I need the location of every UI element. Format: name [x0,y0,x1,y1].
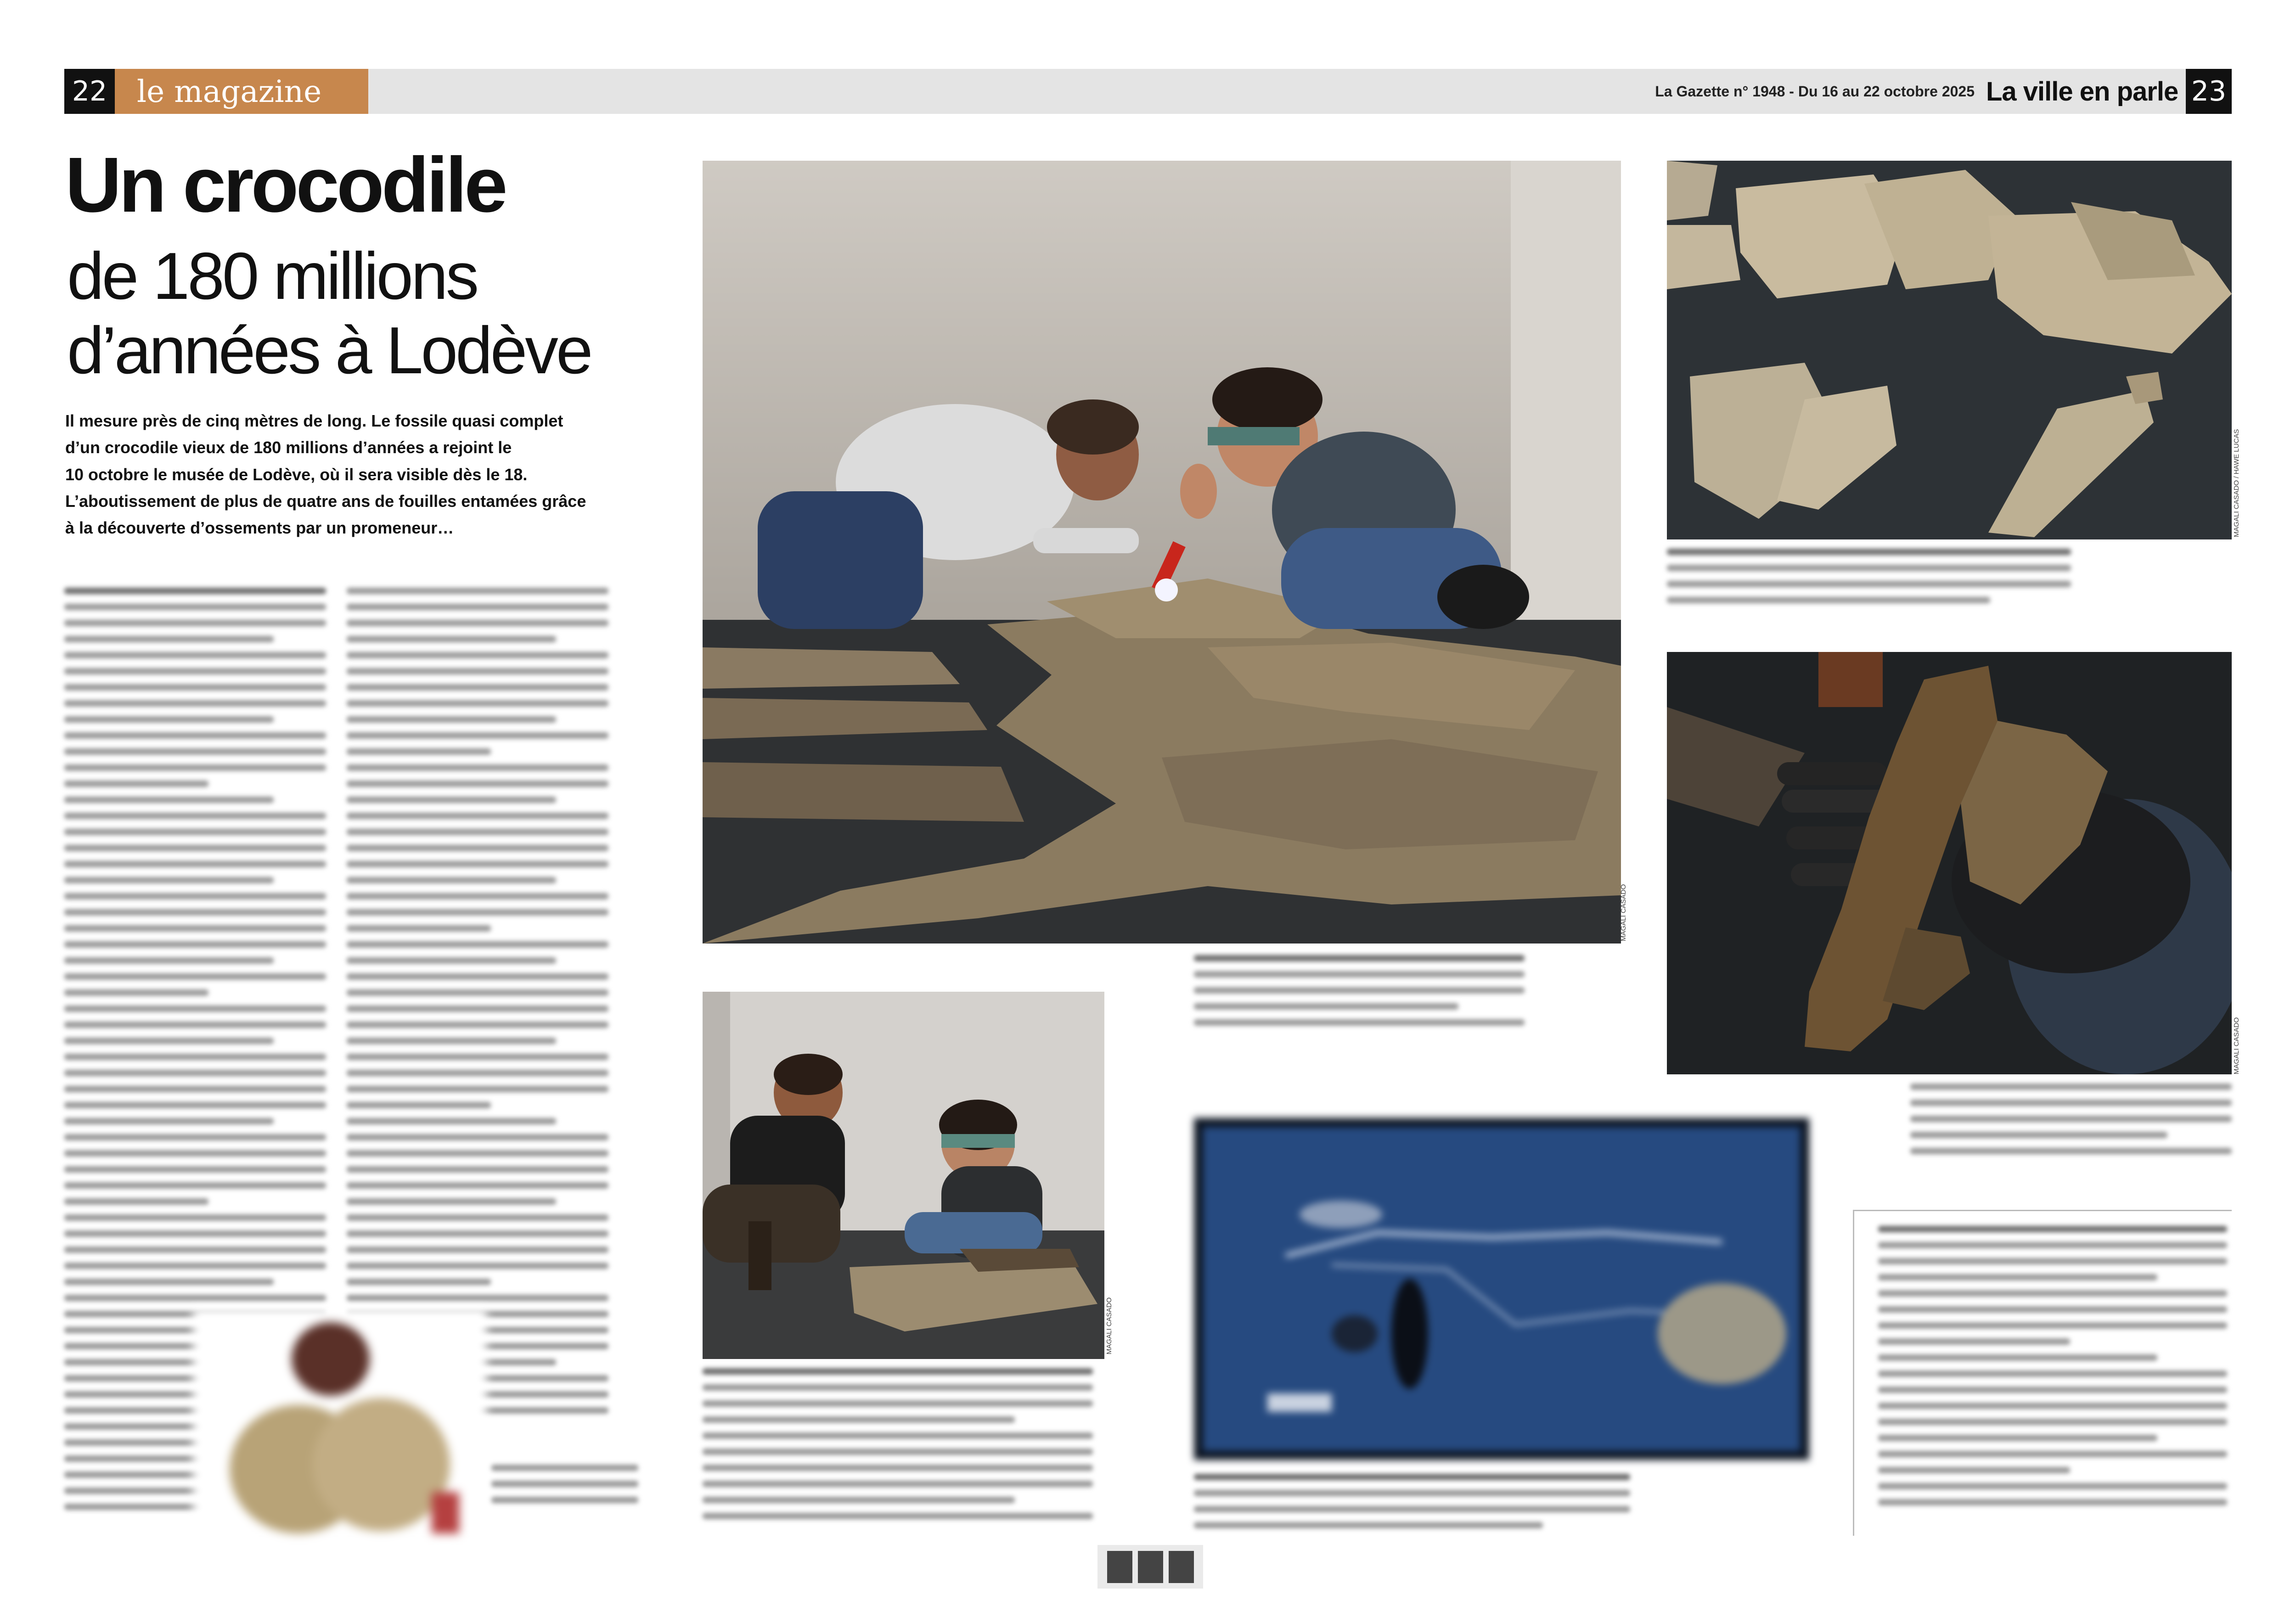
blurred-text-line [64,1166,326,1173]
blurred-text-line [347,829,608,835]
blurred-text-line [1194,955,1525,961]
blurred-text-line [64,1295,326,1301]
blurred-text-line [1910,1132,2167,1138]
blurred-text-line [64,973,326,980]
small-photo-credit: MAGALI CASADO [1105,1297,1113,1354]
blurred-text-line [1194,987,1525,994]
blurred-text-line [64,732,326,739]
blurred-text-line [347,764,608,771]
photo-fossil-plates [1667,161,2232,539]
mid-right-photo-caption [1910,1084,2232,1166]
blurred-text-line [64,1038,274,1044]
blurred-text-line [64,845,326,851]
blurred-text-line [347,700,608,707]
article-lead-line: à la découverte d’ossements par un promeneur… [65,518,454,538]
rubrique-title: La ville en parle [1986,76,2178,107]
issue-line: La Gazette n° 1948 - Du 16 au 22 octobre 2025 [1655,83,1975,100]
blurred-text-line [64,829,326,835]
blurred-text-line [64,1198,208,1205]
top-right-photo-caption [1667,549,2071,618]
blurred-text-line [347,748,491,755]
blurred-text-line [64,1263,326,1269]
blurred-text-line [1878,1403,2227,1409]
page-number-left: 22 [64,69,115,114]
blurred-text-line [347,1070,608,1076]
page-thumb-icon [1107,1551,1132,1583]
blurred-text-line [347,893,608,899]
blurred-text-line [347,588,608,594]
blurred-text-line [703,1513,1093,1519]
photo-fossil-in-hand [1667,652,2232,1074]
main-photo-credit: MAGALI CASADO [1620,884,1627,941]
blurred-text-line [64,716,274,723]
blurred-text-line [347,1230,608,1237]
blurred-text-line [347,636,556,642]
blurred-text-line [64,1070,326,1076]
top-right-photo-credit: MAGALI CASADO / HAWE LUCAS [2233,429,2240,537]
info-box-body [1878,1226,2227,1529]
blurred-text-line [703,1400,1093,1407]
blurred-text-line [347,813,608,819]
blurred-text-line [64,652,326,658]
blurred-text-line [64,1102,326,1108]
article-body-column-2 [347,588,608,1428]
blurred-text-line [347,1150,608,1157]
blurred-text-line [347,1118,556,1124]
blurred-text-line [1194,1506,1630,1512]
blurred-text-line [64,1247,326,1253]
blurred-text-line [64,668,326,674]
small-photo-caption [703,1368,1093,1538]
blurred-text-line [347,716,556,723]
blurred-text-line [703,1465,1093,1471]
blurred-text-line [347,1054,608,1060]
blurred-text-line [1878,1451,2227,1457]
blurred-text-line [347,925,491,932]
blurred-text-line [64,1005,326,1012]
page-number-right: 23 [2186,69,2232,114]
blurred-text-line [1878,1419,2227,1425]
article-lead-line: Il mesure près de cinq mètres de long. Le fossile quasi complet [65,411,563,430]
blurred-text-line [491,1481,638,1487]
blurred-text-line [1667,581,2071,587]
blurred-text-line [347,1295,608,1301]
blurred-text-line [347,1182,608,1189]
blurred-text-line [703,1449,1093,1455]
article-subtitle-line-1: de 180 millions [67,239,477,313]
blurred-text-line [1194,1019,1525,1026]
blurred-text-line [347,1005,608,1012]
blurred-text-line [1878,1290,2227,1297]
blurred-text-line [347,1279,491,1285]
blurred-text-line [64,877,274,883]
blurred-text-line [347,973,608,980]
blurred-text-line [64,813,326,819]
blurred-text-line [1910,1116,2232,1122]
blurred-text-line [64,748,326,755]
portrait-caption [491,1465,638,1520]
blurred-text-line [703,1384,1093,1391]
article-subtitle [67,239,664,388]
article-lead-line: d’un crocodile vieux de 180 millions d’années a rejoint le [65,438,512,457]
blurred-text-line [64,1150,326,1157]
blurred-text-line [64,957,274,964]
blurred-text-line [64,588,326,594]
page-grid-icon[interactable] [1097,1545,1203,1589]
blurred-text-line [1878,1435,2157,1441]
blurred-text-line [64,861,326,867]
blurred-text-line [64,1182,326,1189]
author-portrait [193,1309,487,1538]
blurred-text-line [64,1054,326,1060]
blurred-text-line [347,684,608,691]
blurred-text-line [347,620,608,626]
blurred-text-line [347,668,608,674]
blurred-text-line [347,941,608,948]
blurred-text-line [347,1247,608,1253]
blurred-text-line [491,1465,638,1471]
blurred-text-line [347,1022,608,1028]
blurred-text-line [64,620,326,626]
blurred-text-line [1194,1490,1630,1496]
blurred-text-line [64,1230,326,1237]
blurred-text-line [64,989,208,996]
blurred-text-line [703,1481,1093,1487]
blurred-text-line [347,797,556,803]
blurred-text-line [64,604,326,610]
main-photo-caption [1194,955,1525,1042]
mid-right-photo-credit: MAGALI CASADO [2233,1017,2240,1074]
blurred-text-line [347,989,608,996]
blurred-text-line [1878,1242,2227,1248]
blurred-text-line [703,1368,1093,1375]
blurred-text-line [347,1198,556,1205]
blurred-text-line [1878,1354,2157,1361]
blurred-text-line [347,604,608,610]
blurred-text-line [347,845,608,851]
blurred-text-line [347,1102,491,1108]
blurred-text-line [703,1416,1015,1423]
blurred-text-line [1667,565,2071,571]
blurred-text-line [347,877,556,883]
diagram-caption [1194,1474,1630,1538]
blurred-text-line [347,1166,608,1173]
blurred-text-line [347,732,608,739]
blurred-text-line [347,909,608,915]
blurred-text-line [64,925,326,932]
blurred-text-line [1910,1084,2232,1090]
article-lead [65,408,616,542]
blurred-text-line [1194,1003,1458,1010]
blurred-text-line [347,957,556,964]
blurred-text-line [1878,1226,2227,1232]
blurred-text-line [1878,1258,2227,1264]
blurred-text-line [64,1086,326,1092]
article-subtitle-line-2: d’années à Lodève [67,313,591,388]
page-thumb-icon [1138,1551,1163,1583]
blurred-text-line [64,909,326,915]
blurred-text-line [347,1134,608,1140]
blurred-text-line [347,1038,556,1044]
blurred-text-line [1878,1370,2227,1377]
blurred-text-line [347,1086,608,1092]
blurred-text-line [64,1407,208,1414]
blurred-text-line [1194,1522,1543,1528]
blurred-text-line [347,652,608,658]
blurred-text-line [347,861,608,867]
article-lead-line: L’aboutissement de plus de quatre ans de fouilles entamées grâce [65,491,586,511]
blurred-text-line [1878,1387,2227,1393]
blurred-text-line [1194,971,1525,977]
blurred-text-line [64,1134,326,1140]
blurred-text-line [491,1497,638,1503]
blurred-text-line [1194,1474,1630,1480]
blurred-text-line [64,893,326,899]
blurred-text-line [1910,1100,2232,1106]
blurred-text-line [64,684,326,691]
blurred-text-line [64,636,274,642]
blurred-text-line [64,1279,274,1285]
blurred-text-line [1910,1148,2232,1154]
blurred-text-line [64,700,326,707]
blurred-text-line [1667,597,1990,603]
fossil-display-diagram [1194,1118,1809,1460]
blurred-text-line [347,1263,608,1269]
blurred-text-line [1878,1467,2070,1473]
blurred-text-line [64,781,208,787]
blurred-text-line [347,781,608,787]
article-title: Un crocodile [65,141,505,229]
blurred-text-line [1878,1306,2227,1313]
blurred-text-line [64,1118,274,1124]
article-lead-line: 10 octobre le musée de Lodève, où il sera visible dès le 18. [65,465,528,484]
page-thumb-icon [1169,1551,1194,1583]
blurred-text-line [347,1214,608,1221]
main-photo-excavation [703,161,1621,943]
blurred-text-line [64,1022,326,1028]
blurred-text-line [1878,1499,2227,1505]
blurred-text-line [703,1432,1093,1439]
blurred-text-line [1667,549,2071,555]
blurred-text-line [1878,1483,2227,1489]
blurred-text-line [64,797,274,803]
blurred-text-line [1878,1274,2157,1280]
blurred-text-line [703,1497,1015,1503]
blurred-text-line [1878,1338,2070,1345]
blurred-text-line [64,941,326,948]
section-tag: le magazine [115,69,368,114]
blurred-text-line [64,764,326,771]
blurred-text-line [64,1214,326,1221]
photo-team-preparation [703,992,1104,1359]
blurred-text-line [1878,1322,2227,1329]
